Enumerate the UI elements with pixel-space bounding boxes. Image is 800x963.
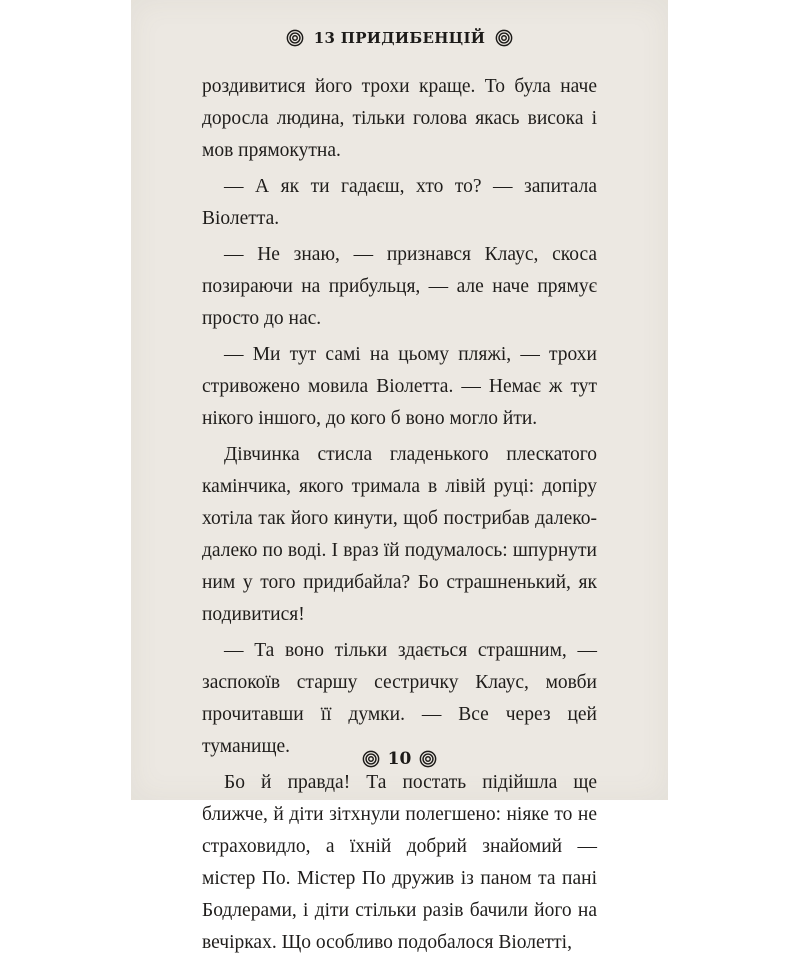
paragraph: — А як ти гадаєш, хто то? — запитала Віолетта. — [202, 176, 597, 229]
paragraph: — Не знаю, — признався Клаус, скоса позираючи на прибульця, — але наче прямує просто до нас. — [202, 244, 597, 329]
book-page — [131, 0, 668, 953]
paragraph: роздивитися його трохи краще. То була наче доросла людина, тільки голова якась висока і мов прямокутна. — [202, 76, 597, 161]
paragraph: — Ми тут самі на цьому пляжі, — трохи стривожено мовила Віолетта. — Немає ж тут нікого іншого, до кого б воно могло йти. — [202, 344, 597, 429]
page-number: 10 — [387, 749, 412, 769]
page-footer — [131, 745, 668, 773]
book-title: 13 ПРИДИБЕНЦІЙ — [313, 29, 486, 47]
spiral-icon — [495, 29, 513, 47]
paragraph: — Та воно тільки здається страшним, — заспокоїв старшу сестричку Клаус, мовби прочитавши її думки. — Все через цей туманище. — [202, 640, 597, 757]
paragraph: Дівчинка стисла гладенького плескатого камінчика, якого тримала в лівій руці: допіру хотіла так його кинути, щоб пострибав далеко-далеко по воді. І враз їй подумалось: шпурнути ним у того придибайла? Бо страшненький, як подивитися! — [202, 444, 597, 625]
paragraph: Бо й правда! Та постать підійшла ще ближче, й діти зітхнули полегшено: ніяке то не страховидло, а їхній добрий знайомий — містер По. Містер По дружив із паном та пані Бодлерами, і діти стільки разів бачили його на вечірках. Що особливо подобалося Віолетті, — [202, 772, 597, 953]
spiral-icon — [362, 750, 380, 768]
body-text — [202, 71, 597, 963]
spiral-icon — [286, 29, 304, 47]
running-header — [131, 22, 668, 54]
spiral-icon — [419, 750, 437, 768]
